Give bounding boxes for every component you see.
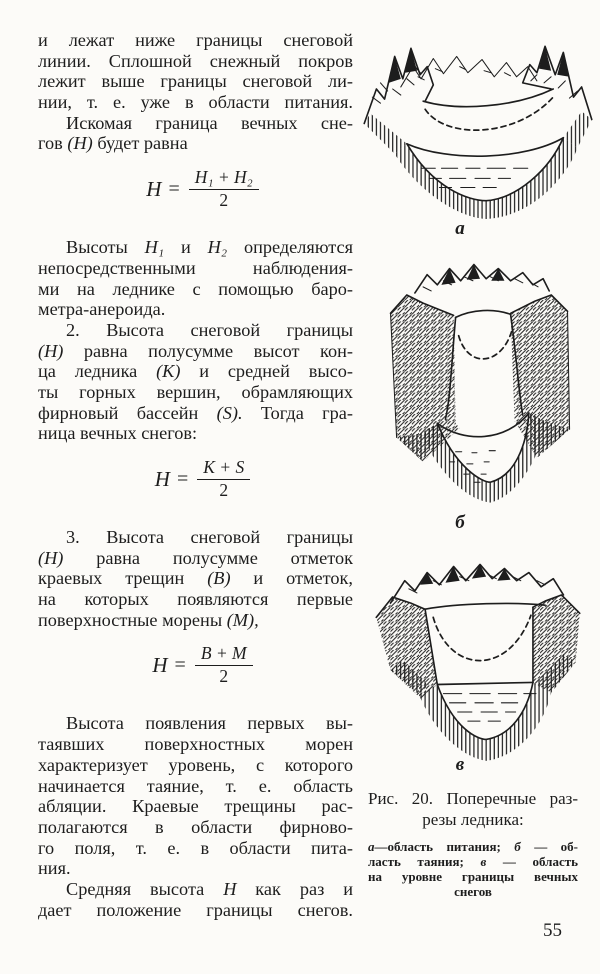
paragraph: [38, 527, 353, 630]
text-line: поверхностные морены (М),: [38, 609, 259, 630]
paragraph: [38, 30, 353, 113]
figure-c: [362, 550, 594, 775]
paragraph: [38, 879, 353, 920]
figure-c-label: в: [455, 754, 465, 775]
text-line: го поля, т. е. в области пита-: [38, 837, 353, 858]
figure-b: [362, 250, 594, 533]
figure-b-label: б: [455, 512, 465, 533]
text-line: на которых появляются первые: [38, 589, 353, 610]
text-line: ния.: [38, 858, 71, 879]
text-line: дает положение границы снегов.: [38, 899, 353, 920]
paragraph: [38, 237, 353, 320]
text-line: снегов: [454, 884, 492, 899]
text-line: на уровне границы вечных: [368, 869, 578, 884]
text-line: а—область питания; б — об-: [368, 839, 578, 854]
text-line: (Н) равна полусумме высот кон-: [38, 340, 353, 361]
figure-caption-legend: [368, 839, 578, 899]
text-column: [38, 30, 353, 920]
text-line: непосредственными наблюдения-: [38, 257, 353, 278]
figure-caption-title: [368, 788, 578, 830]
glacier-cross-section-b-illustration: [362, 250, 594, 513]
text-line: характеризует уровень, с которого: [38, 754, 353, 775]
figure-a: [362, 26, 594, 239]
text-line: Высота появления первых вы-: [66, 713, 353, 734]
text-line: нии, т. е. уже в области питания.: [38, 92, 353, 113]
text-line: Искомая граница вечных сне-: [66, 112, 353, 133]
text-line: резы ледника:: [422, 810, 524, 829]
text-line: ми на леднике с помощью баро-: [38, 278, 353, 299]
text-line: начинается таяние, т. е. область: [38, 775, 353, 796]
paragraph: [38, 320, 353, 444]
text-line: 3. Высота снеговой границы: [66, 527, 353, 547]
text-line: Средняя высота Н как раз и: [66, 878, 353, 899]
text-line: линии. Сплошной снежный покров: [38, 50, 353, 71]
formula: H = $\frac{B + M}{2}$: [38, 643, 353, 687]
figure-a-label: а: [455, 218, 465, 239]
text-line: 2. Высота снеговой границы: [66, 319, 353, 340]
text-line: Рис. 20. Поперечные раз-: [368, 789, 578, 808]
page-number: 55: [543, 920, 562, 941]
text-line: Высоты Н₁ и Н₂ определяются: [66, 237, 353, 258]
glacier-cross-section-a-illustration: [362, 26, 594, 219]
text-line: полагаются в области фирново-: [38, 816, 353, 837]
figure-caption: [368, 788, 578, 899]
glacier-cross-section-c-illustration: [362, 550, 594, 761]
text-line: краевых трещин (В) и отметок,: [38, 568, 353, 589]
text-line: ты горных вершин, обрамляющих: [38, 381, 353, 402]
text-line: таявших поверхностных морен: [38, 734, 353, 755]
paragraph: [38, 113, 353, 154]
text-line: ласть таяния; в — область: [368, 854, 578, 869]
text-line: фирновый бассейн (S). Тогда гра-: [38, 402, 353, 423]
text-line: ница вечных снегов:: [38, 423, 198, 444]
text-line: метра-анероида.: [38, 299, 166, 320]
formula: H = $\frac{\text{H₁ + H₂}}{2}$: [38, 167, 353, 211]
text-line: абляции. Краевые трещины рас-: [38, 796, 353, 817]
text-line: и лежат ниже границы снеговой: [38, 30, 353, 50]
paragraph: [38, 713, 353, 879]
text-line: (Н) равна полусумме отметок: [38, 547, 353, 568]
text-line: лежит выше границы снеговой ли-: [38, 71, 353, 92]
text-line: гов (Н) будет равна: [38, 133, 188, 154]
formula: H = $\frac{K + S}{2}$: [38, 457, 353, 501]
text-line: ца ледника (К) и средней высо-: [38, 361, 353, 382]
